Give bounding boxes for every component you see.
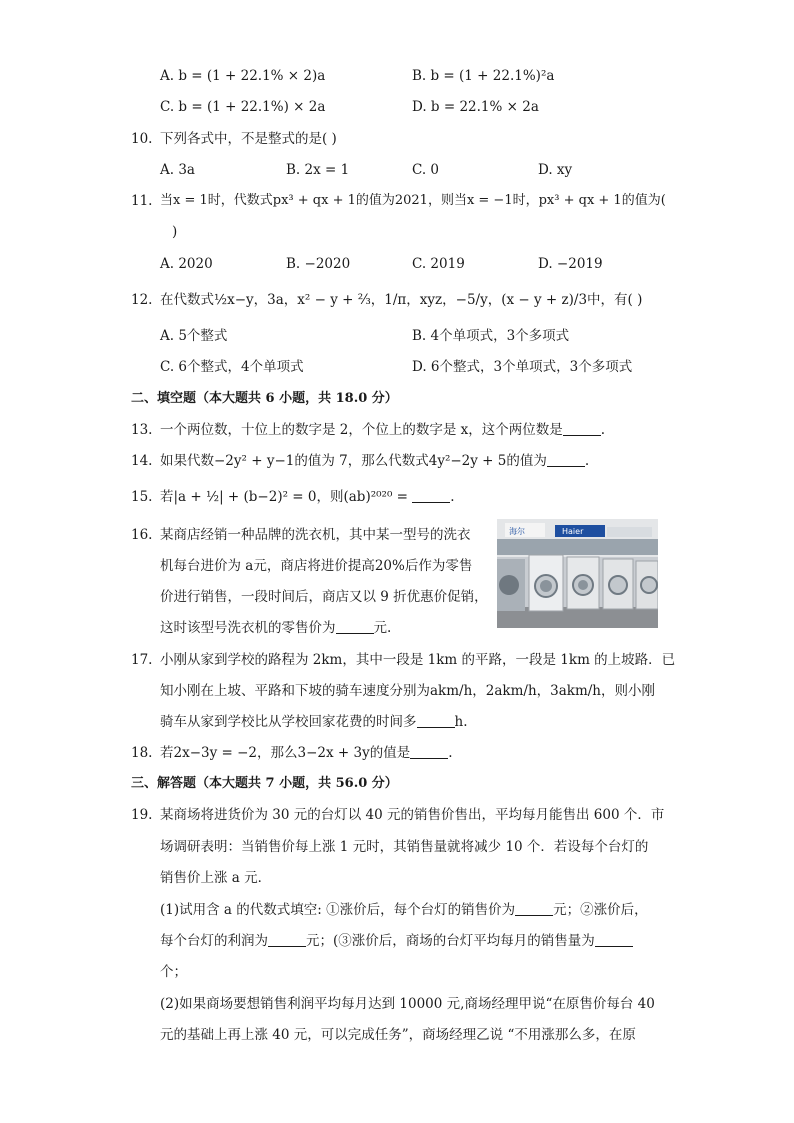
q13-end: . bbox=[600, 422, 606, 438]
q17-line-2: 知小刚在上坡、平路和下坡的骑车速度分别为akm/h，2akm/h，3akm/h，则小刚 bbox=[160, 683, 655, 699]
q13-number: 13. bbox=[131, 422, 153, 438]
q19-line-6: 个； bbox=[160, 964, 187, 980]
q15-number: 15. bbox=[131, 489, 153, 505]
q17-line-3 bbox=[160, 713, 468, 731]
q19-line-5 bbox=[160, 932, 633, 950]
q19-line-8: 元的基础上再上涨 40 元，可以完成任务”，商场经理乙说 “不用涨那么多，在原 bbox=[160, 1027, 636, 1043]
q16-line-1: 某商店经销一种品牌的洗衣机，其中某一型号的洗衣 bbox=[160, 527, 471, 543]
q15-end: . bbox=[450, 489, 455, 505]
q16-text: 这时该型号洗衣机的零售价为 bbox=[160, 620, 336, 636]
q14-line bbox=[160, 452, 589, 470]
q19-line-4 bbox=[160, 901, 648, 919]
q11-option-c: C. 2019 bbox=[412, 256, 465, 272]
q18-number: 18. bbox=[131, 745, 153, 761]
q17-line-1: 小刚从家到学校的路程为 2km，其中一段是 1km 的平路，一段是 1km 的上坡路．已 bbox=[160, 652, 676, 668]
q15-text: 若|a + ½| + (b−2)² = 0，则(ab)²⁰²⁰ = bbox=[160, 489, 408, 505]
q17-answer-blank[interactable] bbox=[417, 713, 455, 728]
q14-answer-blank[interactable] bbox=[547, 452, 585, 467]
q12-option-b: B. 4个单项式，3个多项式 bbox=[412, 328, 570, 344]
q16-line-2: 机每台进价为 a元，商店将进价提高20%后作为零售 bbox=[160, 558, 473, 574]
q16-number: 16. bbox=[131, 527, 153, 543]
q9-option-c: C. b = (1 + 22.1%) × 2a bbox=[160, 99, 326, 115]
q10-option-d: D. xy bbox=[538, 162, 573, 178]
q18-text: 若2x−3y = −2，那么3−2x + 3y的值是 bbox=[160, 745, 411, 761]
q12-option-a: A. 5个整式 bbox=[160, 328, 228, 344]
q19-line-1: 某商场将进货价为 30 元的台灯以 40 元的销售价售出，平均每月能售出 600 个．市 bbox=[160, 807, 665, 823]
q11-number: 11. bbox=[131, 193, 153, 209]
q12-option-c: C. 6个整式，4个单项式 bbox=[160, 359, 304, 375]
q9-option-d: D. b = 22.1% × 2a bbox=[412, 99, 539, 115]
q11-option-d: D. −2019 bbox=[538, 256, 603, 272]
q19-volume-text: 元；(③涨价后，商场的台灯平均每月的销售量为 bbox=[306, 933, 595, 949]
q10-text: 下列各式中，不是整式的是( ) bbox=[160, 131, 337, 147]
q13-answer-blank[interactable] bbox=[563, 421, 601, 436]
q15-line bbox=[160, 488, 455, 506]
q9-option-b: B. b = (1 + 22.1%)²a bbox=[412, 68, 555, 84]
q11-option-a: A. 2020 bbox=[160, 256, 213, 272]
photo-sign-text-2: Haier bbox=[562, 527, 584, 536]
q14-text: 如果代数−2y² + y−1的值为 7，那么代数式4y²−2y + 5的值为 bbox=[160, 453, 547, 469]
q15-answer-blank[interactable] bbox=[412, 488, 450, 503]
q19-line-7: (2)如果商场要想销售利润平均每月达到 10000 元,商场经理甲说“在原售价每台 40 bbox=[160, 996, 655, 1012]
q12-option-d: D. 6个整式，3个单项式，3个多项式 bbox=[412, 359, 633, 375]
q10-option-c: C. 0 bbox=[412, 162, 440, 178]
q13-text: 一个两位数，十位上的数字是 2，个位上的数字是 x，这个两位数是 bbox=[160, 422, 563, 438]
q16-line-3: 价进行销售，一段时间后，商店又以 9 折优惠价促销， bbox=[160, 589, 488, 605]
q19-part1-text-b: 元；②涨价后， bbox=[553, 902, 648, 918]
q17-end: h. bbox=[454, 714, 468, 730]
q14-end: . bbox=[584, 453, 590, 469]
q19-line-3: 销售价上涨 a 元． bbox=[160, 870, 272, 886]
q17-number: 17. bbox=[131, 652, 153, 668]
q14-number: 14. bbox=[131, 453, 153, 469]
q19-part1-text: (1)试用含 a 的代数式填空: ①涨价后，每个台灯的销售价为 bbox=[160, 902, 516, 918]
q11-text: 当x = 1时，代数式px³ + qx + 1的值为2021，则当x = −1时，px³ + qx + 1的值为( bbox=[160, 193, 666, 208]
q13-line bbox=[160, 421, 605, 439]
q12-text: 在代数式½x−y，3a，x² − y + ⅔，1/π，xyz，−5/y，(x − y + z)/3中，有( ) bbox=[160, 292, 643, 308]
q18-line bbox=[160, 744, 453, 762]
q17-text: 骑车从家到学校比从学校回家花费的时间多 bbox=[160, 714, 417, 730]
section-fill-blank-title: 二、填空题（本大题共 6 小题，共 18.0 分） bbox=[131, 391, 398, 406]
q19-profit-text: 每个台灯的利润为 bbox=[160, 933, 268, 949]
q19-number: 19. bbox=[131, 807, 153, 823]
q12-number: 12. bbox=[131, 292, 153, 308]
q19-blank-profit[interactable] bbox=[268, 932, 306, 947]
q19-blank-volume[interactable] bbox=[595, 932, 633, 947]
washing-machine-photo bbox=[497, 519, 658, 628]
q16-end: 元. bbox=[373, 620, 392, 636]
q10-option-a: A. 3a bbox=[160, 162, 195, 178]
q11-option-b: B. −2020 bbox=[286, 256, 351, 272]
q10-option-b: B. 2x = 1 bbox=[286, 162, 350, 178]
q19-line-2: 场调研表明：当销售价每上涨 1 元时，其销售量就将减少 10 个．若设每个台灯的 bbox=[160, 839, 649, 855]
q10-number: 10. bbox=[131, 131, 153, 147]
photo-sign-text-1: 海尔 bbox=[509, 527, 525, 536]
q18-end: . bbox=[448, 745, 453, 761]
q16-line-4 bbox=[160, 619, 391, 637]
q16-answer-blank[interactable] bbox=[336, 619, 374, 634]
q9-option-a: A. b = (1 + 22.1% × 2)a bbox=[160, 68, 326, 84]
section-answer-title: 三、解答题（本大题共 7 小题，共 56.0 分） bbox=[131, 776, 398, 791]
q18-answer-blank[interactable] bbox=[410, 744, 448, 759]
q19-blank-price[interactable] bbox=[515, 901, 553, 916]
q11-text-cont: ) bbox=[172, 224, 178, 240]
